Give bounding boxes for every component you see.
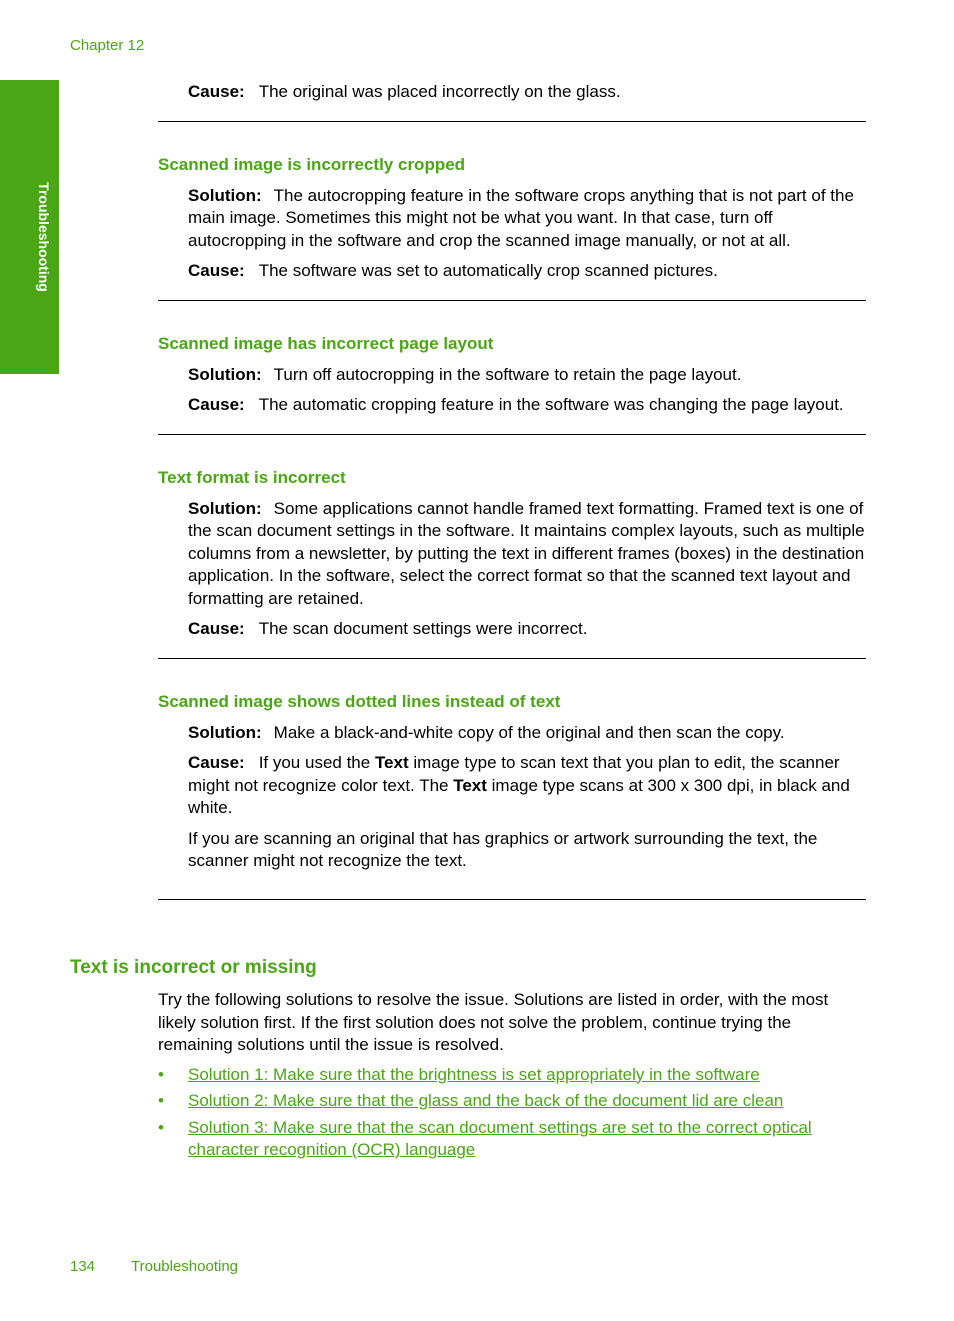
page-content: [158, 0, 866, 900]
main-section-heading: Text is incorrect or missing: [70, 957, 317, 978]
cause-text: The automatic cropping feature in the software was changing the page layout.: [258, 395, 844, 414]
cause-text: The scan document settings were incorrect.: [258, 619, 588, 638]
bullet: •: [158, 1091, 164, 1110]
solution-text: Turn off autocropping in the software to retain the page layout.: [273, 364, 742, 384]
cause-label: Cause:: [188, 82, 245, 101]
list-item: [158, 1064, 868, 1087]
divider: [158, 658, 866, 659]
page-footer: [70, 1258, 238, 1275]
solution-paragraph: [188, 498, 866, 611]
divider: [158, 121, 866, 122]
divider: [158, 300, 866, 301]
list-item: [158, 1090, 868, 1113]
cause-paragraph: [188, 260, 866, 283]
solution-link[interactable]: Solution 1: Make sure that the brightness is set appropriately in the software: [188, 1064, 760, 1084]
cause-paragraph: [188, 618, 866, 641]
cause-label: Cause:: [188, 619, 245, 638]
solution-label: Solution:: [188, 498, 262, 518]
intro-paragraph: Try the following solutions to resolve the issue. Solutions are listed in order, with the most likely solution first. If the first solution does not solve the problem, continue trying the remaining solutions until the issue is resolved.: [158, 990, 829, 1054]
section-heading: Scanned image is incorrectly cropped: [158, 154, 466, 174]
divider: [158, 434, 866, 435]
cause-paragraph: [188, 81, 866, 104]
solution-text: Make a black-and-white copy of the original and then scan the copy.: [273, 722, 785, 742]
footer-section: Troubleshooting: [131, 1258, 239, 1275]
cause-text-part: image type to scan text that you plan to edit, the scanner might not recognize color text. The: [188, 753, 840, 795]
chapter-header: Chapter 12: [70, 37, 145, 54]
solution-label: Solution:: [188, 364, 262, 384]
cause-text: The software was set to automatically crop scanned pictures.: [258, 261, 718, 280]
cause-text-part: If you used the: [258, 753, 375, 772]
solution-text: Some applications cannot handle framed text formatting. Framed text is one of the scan document settings in the software. It maintains complex layouts, such as multiple columns from a newsletter, by putting the text in different frames (boxes) in the destination application. In the software, select the correct format so that the scanned text layout and formatting are retained.: [188, 498, 865, 608]
bullet: •: [158, 1064, 164, 1084]
section-heading: Scanned image has incorrect page layout: [158, 333, 494, 353]
solution-paragraph: [188, 185, 866, 253]
cause-paragraph: [188, 752, 866, 820]
solution-link[interactable]: Solution 3: Make sure that the scan document settings are set to the correct optical character recognition (OCR) language: [188, 1117, 812, 1159]
cause-label: Cause:: [188, 395, 245, 414]
side-tab: [0, 80, 59, 374]
solution-link[interactable]: Solution 2: Make sure that the glass and the back of the document lid are clean: [188, 1091, 784, 1110]
solution-label: Solution:: [188, 185, 262, 205]
cause-bold-term: Text: [374, 753, 409, 772]
page-number: 134: [70, 1258, 96, 1275]
bullet: •: [158, 1117, 164, 1137]
cause-bold-term: Text: [453, 775, 487, 795]
solution-paragraph: [188, 722, 866, 745]
cause-text-part: image type scans at 300 x 300 dpi, in black and white.: [188, 775, 850, 817]
main-section-body: [158, 989, 868, 1162]
side-tab-label: Troubleshooting: [36, 182, 52, 292]
cause-label: Cause:: [188, 753, 245, 772]
cause-paragraph: [188, 394, 866, 417]
solution-text: The autocropping feature in the software crops anything that is not part of the main image. Sometimes this might not be what you want. In that case, turn off autocropping in the software and crop the scanned image manually, or not at all.: [188, 185, 854, 250]
cause-label: Cause:: [188, 261, 245, 280]
solution-paragraph: [188, 364, 866, 387]
cause-text: The original was placed incorrectly on the glass.: [258, 82, 621, 101]
solution-label: Solution:: [188, 722, 262, 742]
list-item: [158, 1117, 868, 1162]
solutions-list: [158, 1064, 868, 1162]
extra-paragraph: If you are scanning an original that has graphics or artwork surrounding the text, the scanner might not recognize the text.: [188, 828, 818, 870]
divider: [158, 899, 866, 900]
section-heading: Text format is incorrect: [158, 467, 346, 487]
section-heading: Scanned image shows dotted lines instead of text: [158, 691, 561, 711]
